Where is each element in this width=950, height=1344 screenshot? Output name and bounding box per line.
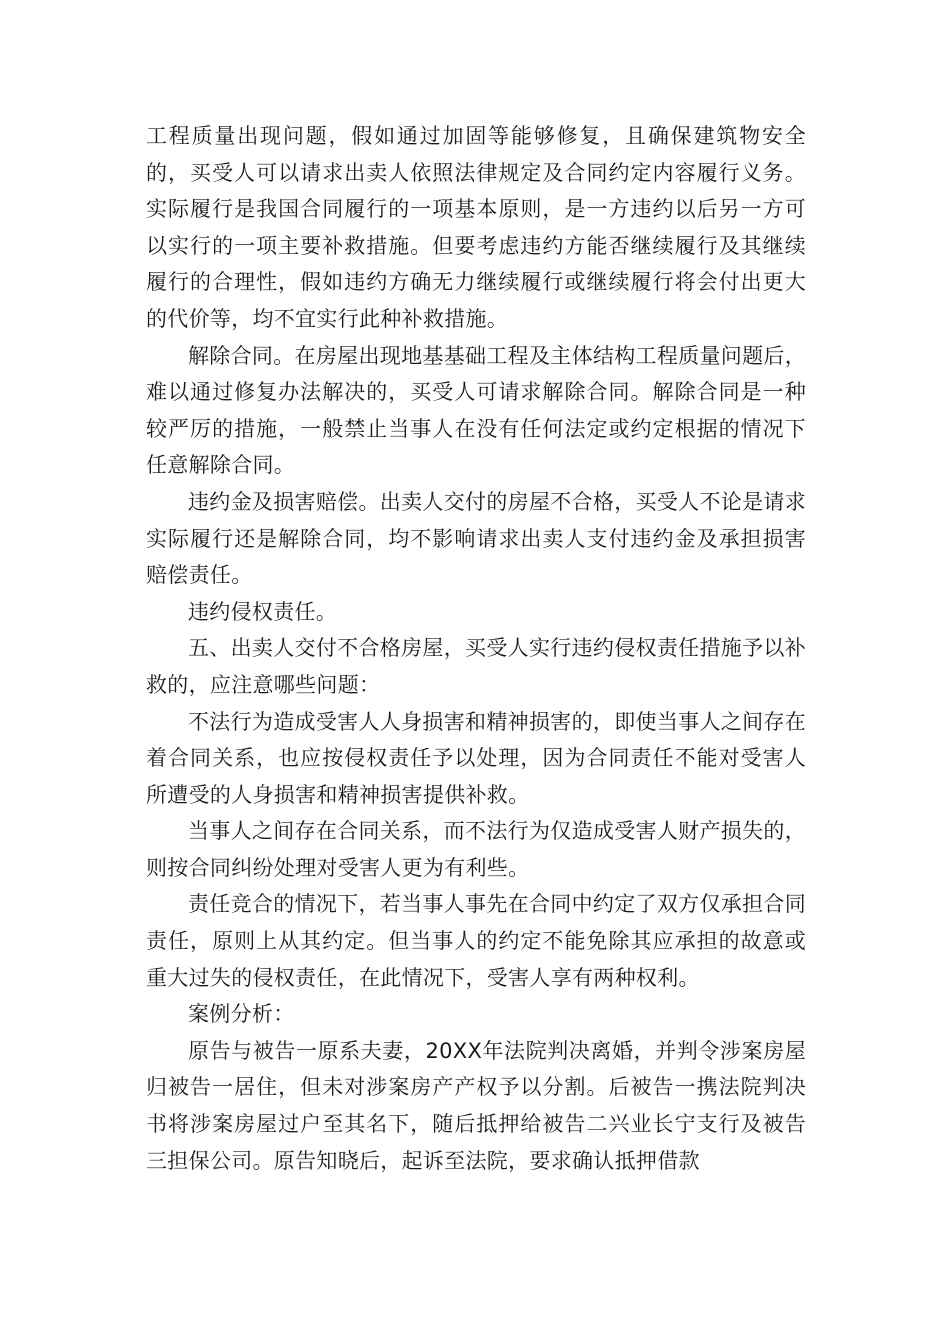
paragraph-3: 违约金及损害赔偿。出卖人交付的房屋不合格，买受人不论是请求实际履行还是解除合同，均不影响请求出卖人支付违约金及承担损害赔偿责任。 <box>146 489 806 588</box>
paragraph-8: 责任竞合的情况下，若当事人事先在合同中约定了双方仅承担合同责任，原则上从其约定。但当事人的约定不能免除其应承担的故意或重大过失的侵权责任，在此情况下，受害人享有两种权利。 <box>146 892 806 990</box>
paragraph-10: 原告与被告一原系夫妻，20XX年法院判决离婚，并判令涉案房屋归被告一居住，但未对涉案房产产权予以分割。后被告一携法院判决书将涉案房屋过户至其名下，随后抵押给被告二兴业长宁支行及被告三担保公司。原告知晓后，起诉至法院，要求确认抵押借款 <box>146 1038 806 1173</box>
paragraph-7: 当事人之间存在合同关系，而不法行为仅造成受害人财产损失的，则按合同纠纷处理对受害人更为有利些。 <box>146 819 806 880</box>
paragraph-9: 案例分析： <box>188 1002 295 1027</box>
paragraph-2: 解除合同。在房屋出现地基基础工程及主体结构工程质量问题后，难以通过修复办法解决的，买受人可请求解除合同。解除合同是一种较严厉的措施，一般禁止当事人在没有任何法定或约定根据的情况下任意解除合同。 <box>146 343 806 478</box>
paragraph-4: 违约侵权责任。 <box>188 599 338 624</box>
paragraph-6: 不法行为造成受害人人身损害和精神损害的，即使当事人之间存在着合同关系，也应按侵权责任予以处理，因为合同责任不能对受害人所遭受的人身损害和精神损害提供补救。 <box>146 709 806 807</box>
paragraph-5: 五、出卖人交付不合格房屋，买受人实行违约侵权责任措施予以补救的，应注意哪些问题： <box>146 636 806 697</box>
document-body <box>146 118 806 1179</box>
paragraph-1: 工程质量出现问题，假如通过加固等能够修复，且确保建筑物安全的，买受人可以请求出卖人依照法律规定及合同约定内容履行义务。实际履行是我国合同履行的一项基本原则，是一方违约以后另一方可以实行的一项主要补救措施。但要考虑违约方能否继续履行及其继续履行的合理性，假如违约方确无力继续履行或继续履行将会付出更大的代价等，均不宜实行此种补救措施。 <box>146 124 806 331</box>
